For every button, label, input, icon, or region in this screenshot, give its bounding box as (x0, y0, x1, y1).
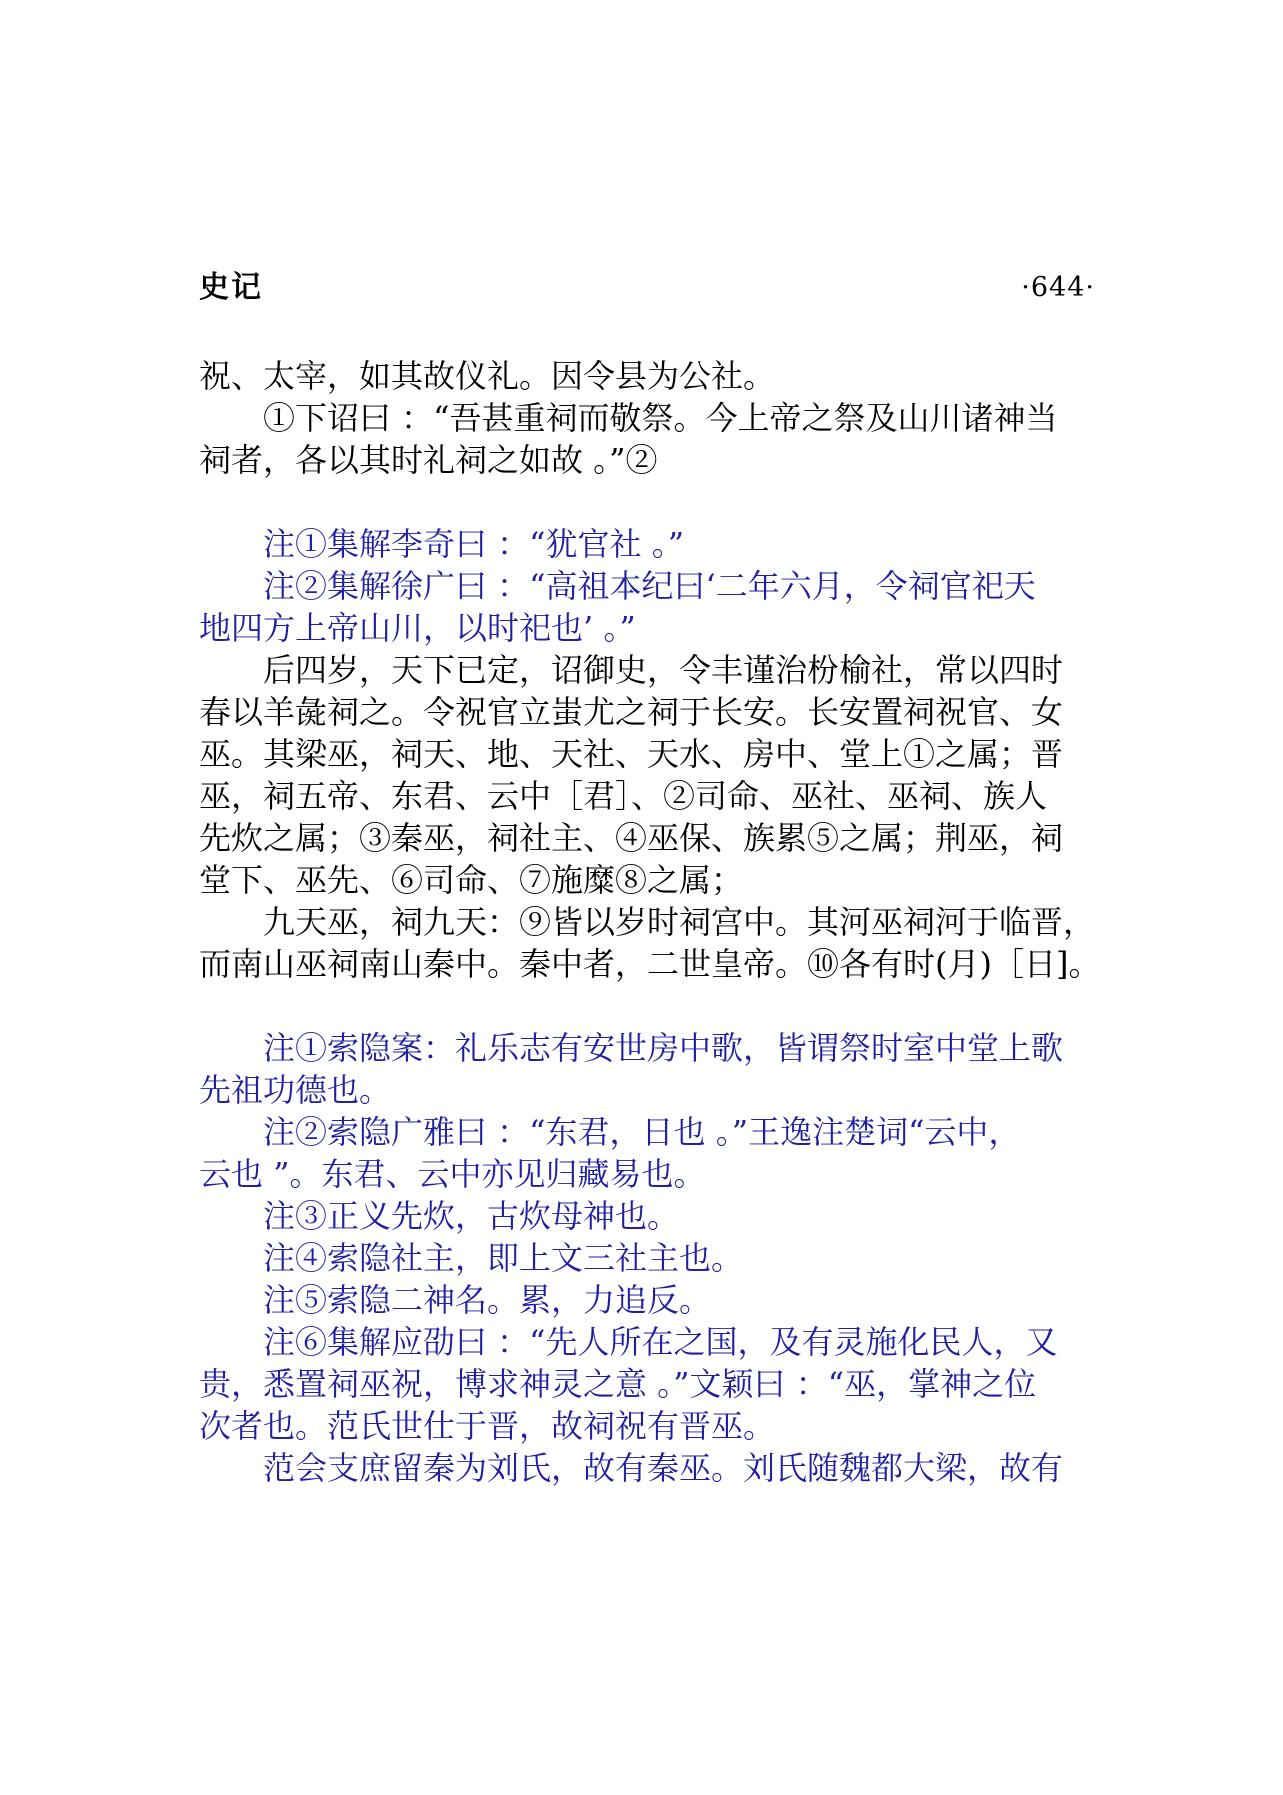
annotation-line: 注①索隐案：礼乐志有安世房中歌，皆谓祭时室中堂上歌 (263, 1029, 1064, 1067)
text-line: 而南山巫祠南山秦中。秦中者，二世皇帝。⑩各有时(月)［日]。 (199, 945, 1101, 983)
annotation-line: 注⑤索隐二神名。累，力追反。 (263, 1281, 712, 1319)
annotation-line: 注⑥集解应劭曰 ：“先人所在之国，及有灵施化民人，又 (263, 1323, 1058, 1361)
annotation-line: 注④索隐社主，即上文三社主也。 (263, 1239, 744, 1277)
text-line: 九天巫，祠九天：⑨皆以岁时祠宫中。其河巫祠河于临晋， (263, 903, 1096, 941)
annotation-line: 注③正义先炊，古炊母神也。 (263, 1197, 680, 1235)
running-head-book-title: 史记 (199, 270, 263, 305)
annotation-line: 贵，悉置祠巫祝，博求神灵之意 。”文颖曰 ：“巫，掌神之位 (199, 1365, 1037, 1403)
text-line: ①下诏曰 ：“吾甚重祠而敬祭。今上帝之祭及山川诸神当 (263, 399, 1058, 437)
text-line: 先炊之属；③秦巫，祠社主、④巫保、族累⑤之属；荆巫，祠 (199, 819, 1064, 857)
text-line: 后四岁，天下已定，诏御史，令丰谨治枌榆社，常以四时 (263, 651, 1064, 689)
annotation-line: 注②索隐广雅曰 ：“东君，日也 。”王逸注楚词“云中， (263, 1113, 1021, 1151)
text-line: 祠者，各以其时礼祠之如故 。”② (199, 441, 658, 479)
page-number: ·644· (1021, 272, 1095, 303)
text-line: 巫，祠五帝、东君、云中［君］、②司命、巫社、巫祠、族人 (199, 777, 1048, 815)
text-line: 祝、太宰，如其故仪礼。因令县为公社。 (199, 357, 776, 395)
annotation-line: 先祖功德也。 (199, 1071, 392, 1109)
annotation-line: 注①集解李奇曰 ：“犹官社 。” (263, 525, 685, 563)
annotation-line: 云也 ”。东君、云中亦见归藏易也。 (199, 1155, 706, 1193)
text-line: 巫。其梁巫，祠天、地、天社、天水、房中、堂上①之属；晋 (199, 735, 1064, 773)
text-line: 春以羊彘祠之。令祝官立蚩尤之祠于长安。长安置祠祝官、女 (199, 693, 1064, 731)
paragraph-gap (199, 481, 1149, 523)
text-line: 堂下、巫先、⑥司命、⑦施糜⑧之属； (199, 861, 744, 899)
annotation-line: 次者也。范氏世仕于晋，故祠祝有晋巫。 (199, 1407, 776, 1445)
annotation-line: 注②集解徐广曰 ：“高祖本纪曰‘二年六月，令祠官祀天 (263, 567, 1036, 605)
paragraph-gap (199, 985, 1149, 1027)
annotation-line: 地四方上帝山川，以时祀也’ 。” (199, 609, 636, 647)
annotation-line: 范会支庶留秦为刘氏，故有秦巫。刘氏随魏都大梁，故有 (263, 1449, 1064, 1487)
page-body (199, 355, 1149, 1489)
